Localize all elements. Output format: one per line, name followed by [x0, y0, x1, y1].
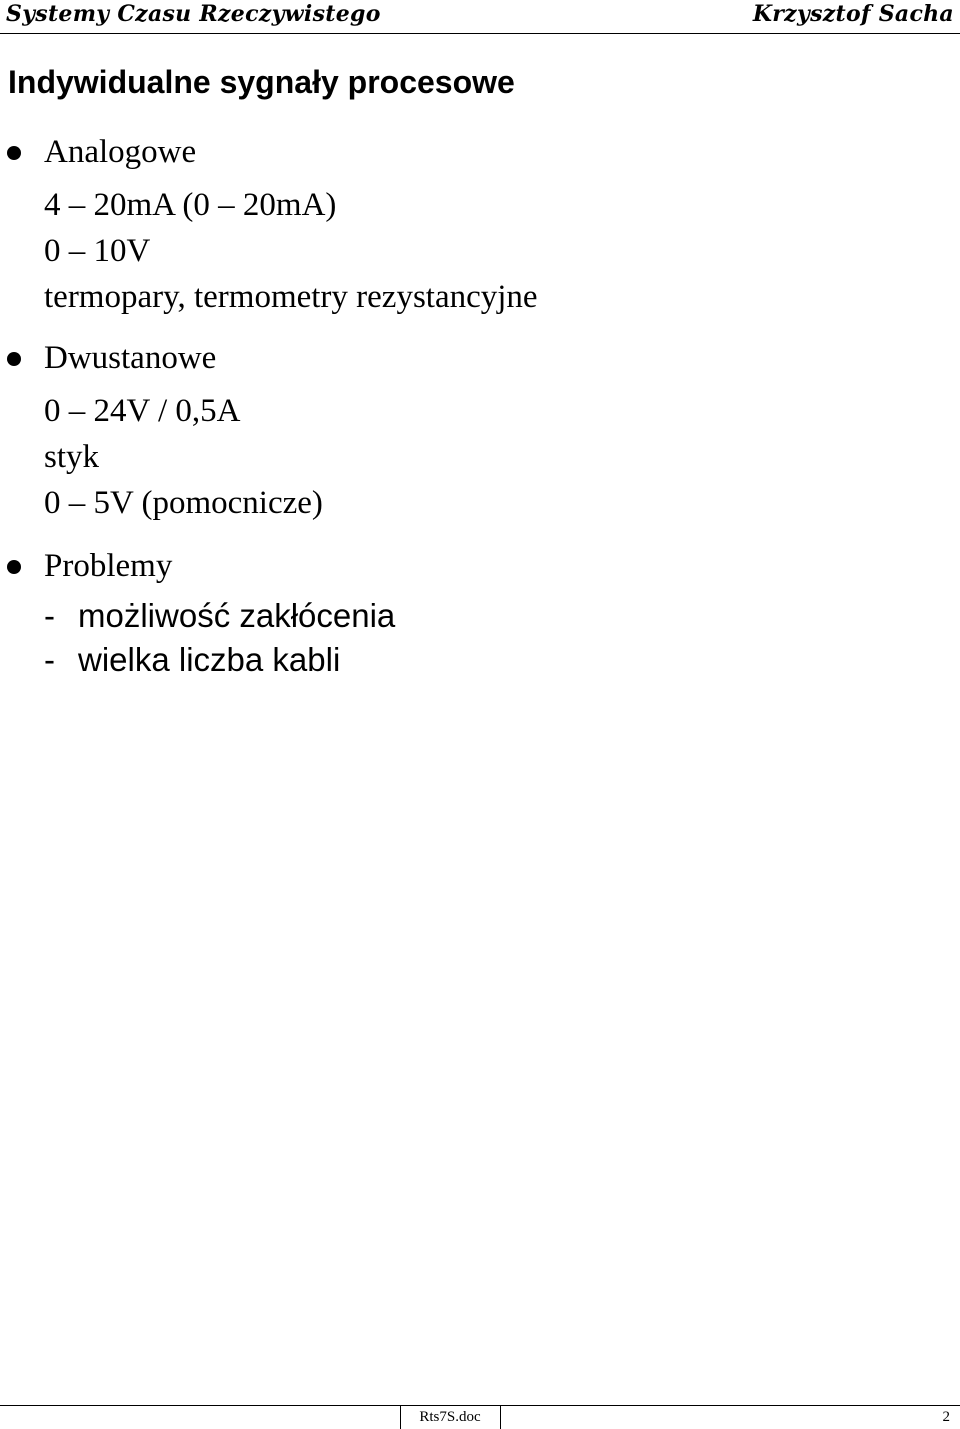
section-analogowe — [0, 132, 940, 320]
sub-line: 4 – 20mA (0 – 20mA) — [44, 187, 337, 223]
sub-line: styk — [44, 439, 100, 475]
dash-icon: - — [44, 597, 55, 634]
header-course-title: Systemy Czasu Rzeczywistego — [6, 1, 381, 27]
dash-list-item — [44, 638, 940, 682]
bullet-icon — [7, 146, 21, 160]
section-dwustanowe — [0, 338, 940, 526]
bullet-icon — [7, 560, 21, 574]
sub-line: termopary, termometry rezystancyjne — [44, 279, 538, 315]
sub-line: 0 – 24V / 0,5A — [44, 393, 241, 429]
footer-divider — [500, 1406, 501, 1429]
bullet-item — [0, 132, 940, 172]
footer-page-number: 2 — [942, 1409, 950, 1425]
sub-line: 0 – 10V — [44, 233, 151, 269]
dash-item-text: możliwość zakłócenia — [78, 597, 396, 634]
header-author: Krzysztof Sacha — [752, 1, 954, 27]
page-footer — [0, 1405, 960, 1429]
footer-document-name: Rts7S.doc — [419, 1409, 481, 1425]
page-header — [0, 0, 960, 34]
page-title: Indywidualne sygnały procesowe — [8, 64, 515, 100]
bullet-label: Problemy — [44, 548, 173, 584]
sub-line: 0 – 5V (pomocnicze) — [44, 485, 323, 521]
dash-icon: - — [44, 641, 55, 678]
bullet-label: Dwustanowe — [44, 340, 217, 376]
bullet-icon — [7, 352, 21, 366]
bullet-item — [0, 546, 940, 586]
bullet-item — [0, 338, 940, 378]
bullet-label: Analogowe — [44, 134, 197, 170]
section-problemy — [0, 546, 940, 682]
dash-list-item — [44, 594, 940, 638]
dash-item-text: wielka liczba kabli — [78, 641, 341, 678]
